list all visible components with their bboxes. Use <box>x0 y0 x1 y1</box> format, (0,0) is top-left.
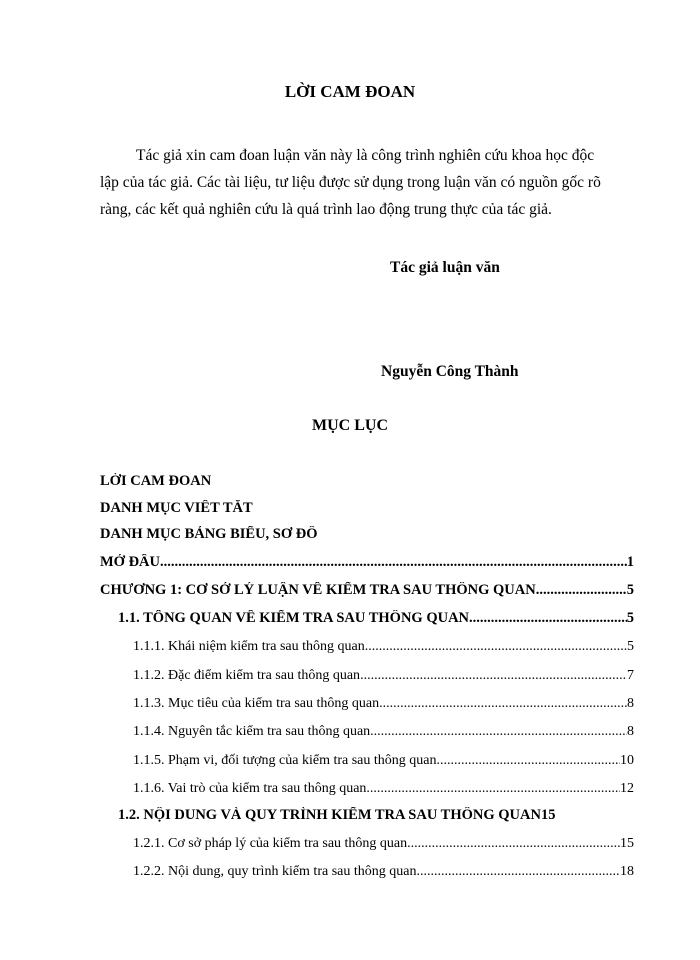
toc-leader-dots <box>379 696 627 712</box>
toc-entry-text: 1.2.1. Cơ sở pháp lý của kiểm tra sau thông quan <box>133 836 408 851</box>
toc-entry-text: 1.2.2. Nội dung, quy trình kiểm tra sau thông quan <box>133 864 417 879</box>
declaration-line: lập của tác giả. Các tài liệu, tư liệu được sử dụng trong luận văn có nguồn gốc rõ <box>100 174 601 191</box>
toc-entry-text: 1.2. NỘI DUNG VÀ QUY TRÌNH KIỂM TRA SAU THÔNG QUAN <box>118 807 541 823</box>
toc-entry-text: 1.1.3. Mục tiêu của kiểm tra sau thông quan <box>133 696 380 711</box>
toc-leader-dots <box>536 582 627 599</box>
toc-page-number: 15 <box>620 836 634 851</box>
toc-entry-text: LỜI CAM ĐOAN <box>100 473 212 489</box>
toc-page-number: 7 <box>627 668 634 683</box>
toc-entry <box>133 724 634 740</box>
declaration-title: LỜI CAM ĐOAN <box>284 82 416 101</box>
toc-page-number: 15 <box>540 807 556 823</box>
toc-entry <box>100 554 634 571</box>
toc-entry-text: 1.1.5. Phạm vi, đối tượng của kiểm tra sau thông quan <box>133 753 437 768</box>
toc-entry <box>133 753 634 769</box>
toc-page-number: 10 <box>620 753 634 768</box>
toc-entry-text: CHƯƠNG 1: CƠ SỞ LÝ LUẬN VỀ KIỂM TRA SAU THÔNG QUAN <box>100 582 536 598</box>
toc-leader-dots <box>416 864 620 880</box>
toc-page-number: 18 <box>620 864 634 879</box>
toc-entry-text: 1.1.6. Vai trò của kiểm tra sau thông quan <box>133 781 367 796</box>
toc-page-number: 5 <box>627 639 634 654</box>
toc-page-number: 5 <box>626 610 634 626</box>
toc-entry-text: 1.1.2. Đặc điểm kiểm tra sau thông quan <box>133 668 361 683</box>
declaration-line: Tác giả xin cam đoan luận văn này là công trình nghiên cứu khoa học độc <box>136 147 595 164</box>
toc-entry <box>133 864 634 880</box>
toc-leader-dots <box>366 781 620 797</box>
toc-leader-dots <box>469 610 627 627</box>
toc-leader-dots <box>370 724 627 740</box>
toc-entry <box>118 610 634 627</box>
toc-title: MỤC LỤC <box>312 417 388 434</box>
toc-entry <box>133 696 634 712</box>
toc-page-number: 1 <box>626 554 634 570</box>
toc-entry-text: MỞ ĐẦU <box>100 554 161 570</box>
signature-label: Tác giả luận văn <box>390 259 500 276</box>
toc-page-number: 5 <box>626 582 634 598</box>
toc-entry-text: DANH MỤC VIẾT TẮT <box>100 500 253 516</box>
toc-entry-text: DANH MỤC BẢNG BIỂU, SƠ ĐỒ <box>100 526 318 542</box>
declaration-line: ràng, các kết quả nghiên cứu là quá trình lao động trung thực của tác giả. <box>100 201 552 218</box>
toc-entry <box>118 807 634 824</box>
toc-entry <box>100 473 634 490</box>
toc-leader-dots <box>437 753 620 769</box>
toc-entry <box>133 781 634 797</box>
toc-page-number: 8 <box>627 696 634 711</box>
toc-leader-dots <box>360 668 627 684</box>
toc-page-number: 12 <box>620 781 634 796</box>
toc-entry <box>133 668 634 684</box>
toc-entry-text: 1.1. TỔNG QUAN VỀ KIỂM TRA SAU THÔNG QUAN <box>118 610 470 626</box>
author-name: Nguyễn Công Thành <box>381 363 519 380</box>
toc-entry <box>133 836 634 852</box>
toc-entry <box>133 639 634 655</box>
toc-leader-dots <box>365 639 627 655</box>
toc-page-number: 8 <box>627 724 634 739</box>
toc-entry <box>100 526 634 543</box>
toc-leader-dots <box>160 554 627 571</box>
toc-entry <box>100 500 634 517</box>
toc-leader-dots <box>407 836 620 852</box>
toc-entry-text: 1.1.4. Nguyên tắc kiểm tra sau thông quan <box>133 724 371 739</box>
toc-entry-text: 1.1.1. Khái niệm kiểm tra sau thông quan <box>133 639 365 654</box>
toc-entry <box>100 582 634 599</box>
declaration-paragraph <box>100 142 638 223</box>
